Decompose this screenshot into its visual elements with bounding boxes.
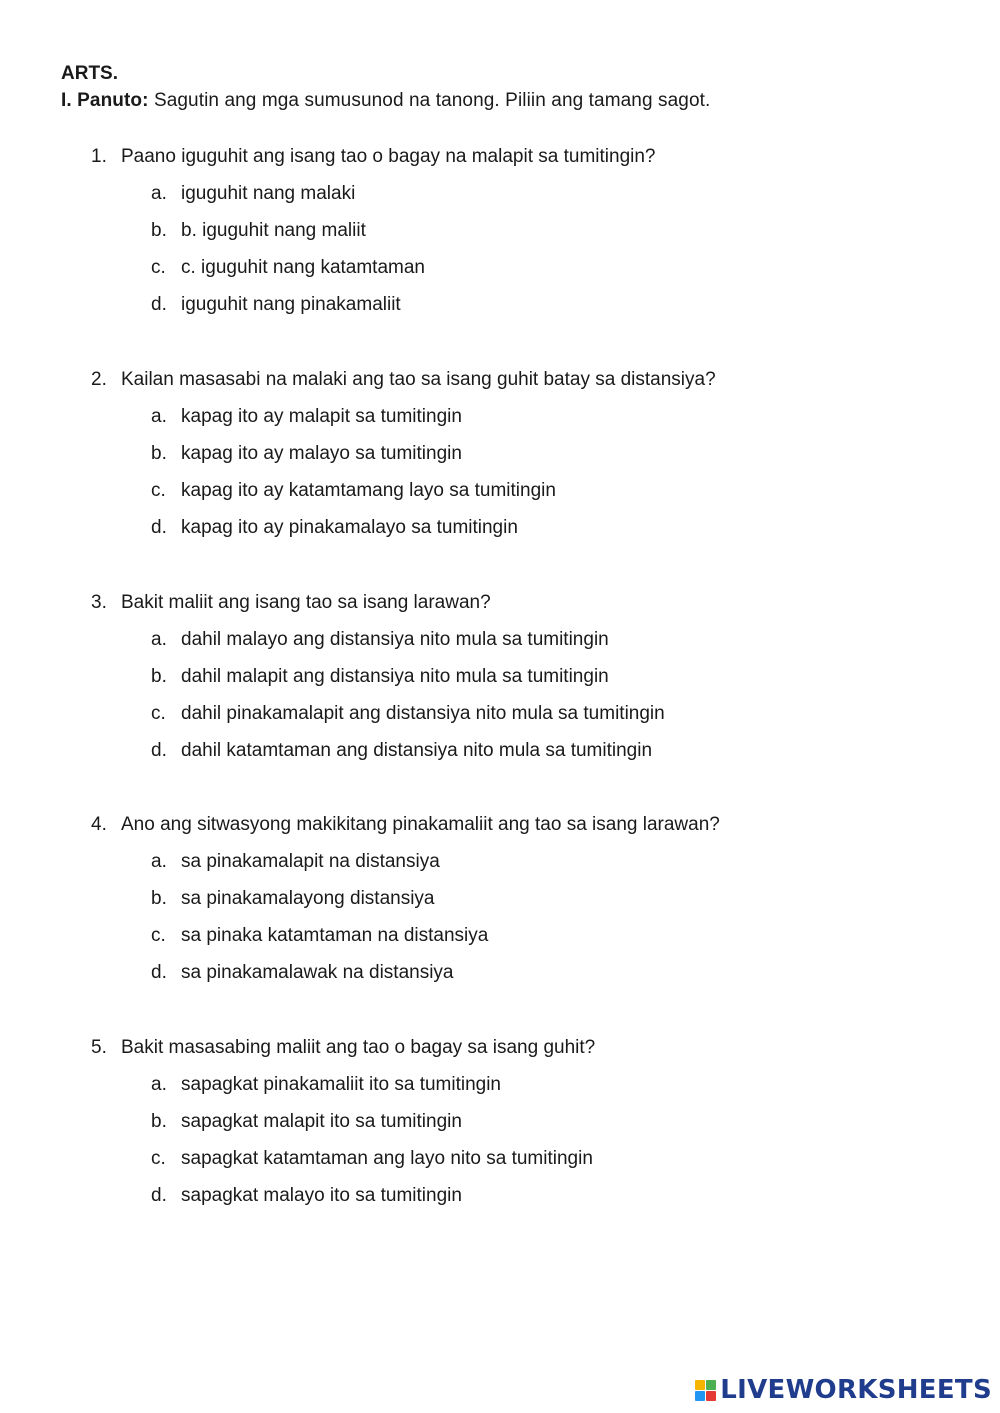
choice-letter: b. bbox=[151, 888, 167, 909]
choice-text: sapagkat pinakamaliit ito sa tumitingin bbox=[181, 1074, 502, 1095]
choice-a[interactable] bbox=[91, 406, 911, 443]
choice-a[interactable] bbox=[91, 851, 911, 888]
logo-square-2 bbox=[706, 1380, 716, 1390]
choice-d[interactable] bbox=[91, 740, 911, 777]
choice-letter: b. bbox=[151, 666, 167, 687]
choice-b[interactable] bbox=[91, 443, 911, 480]
logo-text: LIVEWORKSHEETS bbox=[720, 1375, 992, 1405]
liveworksheets-logo[interactable] bbox=[695, 1375, 992, 1405]
logo-square-3 bbox=[695, 1391, 705, 1401]
choice-d[interactable] bbox=[91, 962, 911, 999]
choice-text: sa pinakamalawak na distansiya bbox=[181, 962, 454, 983]
choice-text: kapag ito ay malapit sa tumitingin bbox=[181, 406, 462, 427]
choice-text: dahil katamtaman ang distansiya nito mula sa tumitingin bbox=[181, 740, 653, 761]
question-5 bbox=[91, 1037, 911, 1222]
question-text: Paano iguguhit ang isang tao o bagay na malapit sa tumitingin? bbox=[121, 146, 656, 167]
choice-letter: d. bbox=[151, 962, 167, 983]
choice-text: sapagkat malapit ito sa tumitingin bbox=[181, 1111, 462, 1132]
choice-letter: c. bbox=[151, 1148, 166, 1169]
choice-text: sa pinakamalayong distansiya bbox=[181, 888, 435, 909]
logo-square-1 bbox=[695, 1380, 705, 1390]
question-number: 4. bbox=[91, 814, 107, 835]
choice-d[interactable] bbox=[91, 1185, 911, 1222]
logo-square-4 bbox=[706, 1391, 716, 1401]
choice-c[interactable] bbox=[91, 925, 911, 962]
choice-a[interactable] bbox=[91, 183, 911, 220]
choice-c[interactable] bbox=[91, 1148, 911, 1185]
choice-d[interactable] bbox=[91, 517, 911, 554]
question-text: Ano ang sitwasyong makikitang pinakamaliit ang tao sa isang larawan? bbox=[121, 814, 720, 835]
choice-letter: d. bbox=[151, 517, 167, 538]
instruction-label: I. Panuto: bbox=[61, 90, 149, 111]
choice-letter: c. bbox=[151, 703, 166, 724]
question-1 bbox=[91, 146, 911, 331]
choice-b[interactable] bbox=[91, 1111, 911, 1148]
choice-letter: d. bbox=[151, 294, 167, 315]
question-text: Kailan masasabi na malaki ang tao sa isang guhit batay sa distansiya? bbox=[121, 369, 716, 390]
question-2 bbox=[91, 369, 911, 554]
question-number: 5. bbox=[91, 1037, 107, 1058]
choice-letter: b. bbox=[151, 443, 167, 464]
choice-letter: a. bbox=[151, 629, 167, 650]
instruction-text: Sagutin ang mga sumusunod na tanong. Piliin ang tamang sagot. bbox=[148, 90, 711, 111]
choice-text: sapagkat katamtaman ang layo nito sa tumitingin bbox=[181, 1148, 593, 1169]
question-number: 2. bbox=[91, 369, 107, 390]
choice-b[interactable] bbox=[91, 220, 911, 257]
question-text: Bakit maliit ang isang tao sa isang larawan? bbox=[121, 592, 491, 613]
choice-text: c. iguguhit nang katamtaman bbox=[181, 257, 425, 278]
choice-letter: a. bbox=[151, 183, 167, 204]
choice-text: sa pinakamalapit na distansiya bbox=[181, 851, 440, 872]
choice-c[interactable] bbox=[91, 703, 911, 740]
question-number: 3. bbox=[91, 592, 107, 613]
choice-b[interactable] bbox=[91, 888, 911, 925]
choice-text: dahil pinakamalapit ang distansiya nito mula sa tumitingin bbox=[181, 703, 665, 724]
choice-text: sapagkat malayo ito sa tumitingin bbox=[181, 1185, 462, 1206]
choice-letter: a. bbox=[151, 1074, 167, 1095]
choice-letter: c. bbox=[151, 480, 166, 501]
choice-text: kapag ito ay malayo sa tumitingin bbox=[181, 443, 462, 464]
question-text: Bakit masasabing maliit ang tao o bagay sa isang guhit? bbox=[121, 1037, 596, 1058]
question-3 bbox=[91, 592, 911, 777]
choice-b[interactable] bbox=[91, 666, 911, 703]
choice-letter: a. bbox=[151, 851, 167, 872]
choice-text: iguguhit nang malaki bbox=[181, 183, 356, 204]
choice-text: iguguhit nang pinakamaliit bbox=[181, 294, 401, 315]
choice-text: dahil malayo ang distansiya nito mula sa tumitingin bbox=[181, 629, 609, 650]
choice-d[interactable] bbox=[91, 294, 911, 331]
choice-text: dahil malapit ang distansiya nito mula sa tumitingin bbox=[181, 666, 609, 687]
choice-letter: d. bbox=[151, 740, 167, 761]
question-4 bbox=[91, 814, 911, 999]
choice-a[interactable] bbox=[91, 1074, 911, 1111]
choice-letter: a. bbox=[151, 406, 167, 427]
choice-letter: d. bbox=[151, 1185, 167, 1206]
choice-a[interactable] bbox=[91, 629, 911, 666]
choice-letter: b. bbox=[151, 220, 167, 241]
liveworksheets-logo-icon bbox=[695, 1380, 716, 1401]
choice-letter: c. bbox=[151, 925, 166, 946]
choice-c[interactable] bbox=[91, 257, 911, 294]
choice-text: kapag ito ay katamtamang layo sa tumitingin bbox=[181, 480, 556, 501]
choice-c[interactable] bbox=[91, 480, 911, 517]
choice-text: kapag ito ay pinakamalayo sa tumitingin bbox=[181, 517, 518, 538]
choice-letter: c. bbox=[151, 257, 166, 278]
choice-text: b. iguguhit nang maliit bbox=[181, 220, 366, 241]
choice-text: sa pinaka katamtaman na distansiya bbox=[181, 925, 489, 946]
instruction-line bbox=[61, 90, 710, 112]
worksheet-title: ARTS. bbox=[61, 63, 118, 84]
choice-letter: b. bbox=[151, 1111, 167, 1132]
question-number: 1. bbox=[91, 146, 107, 167]
